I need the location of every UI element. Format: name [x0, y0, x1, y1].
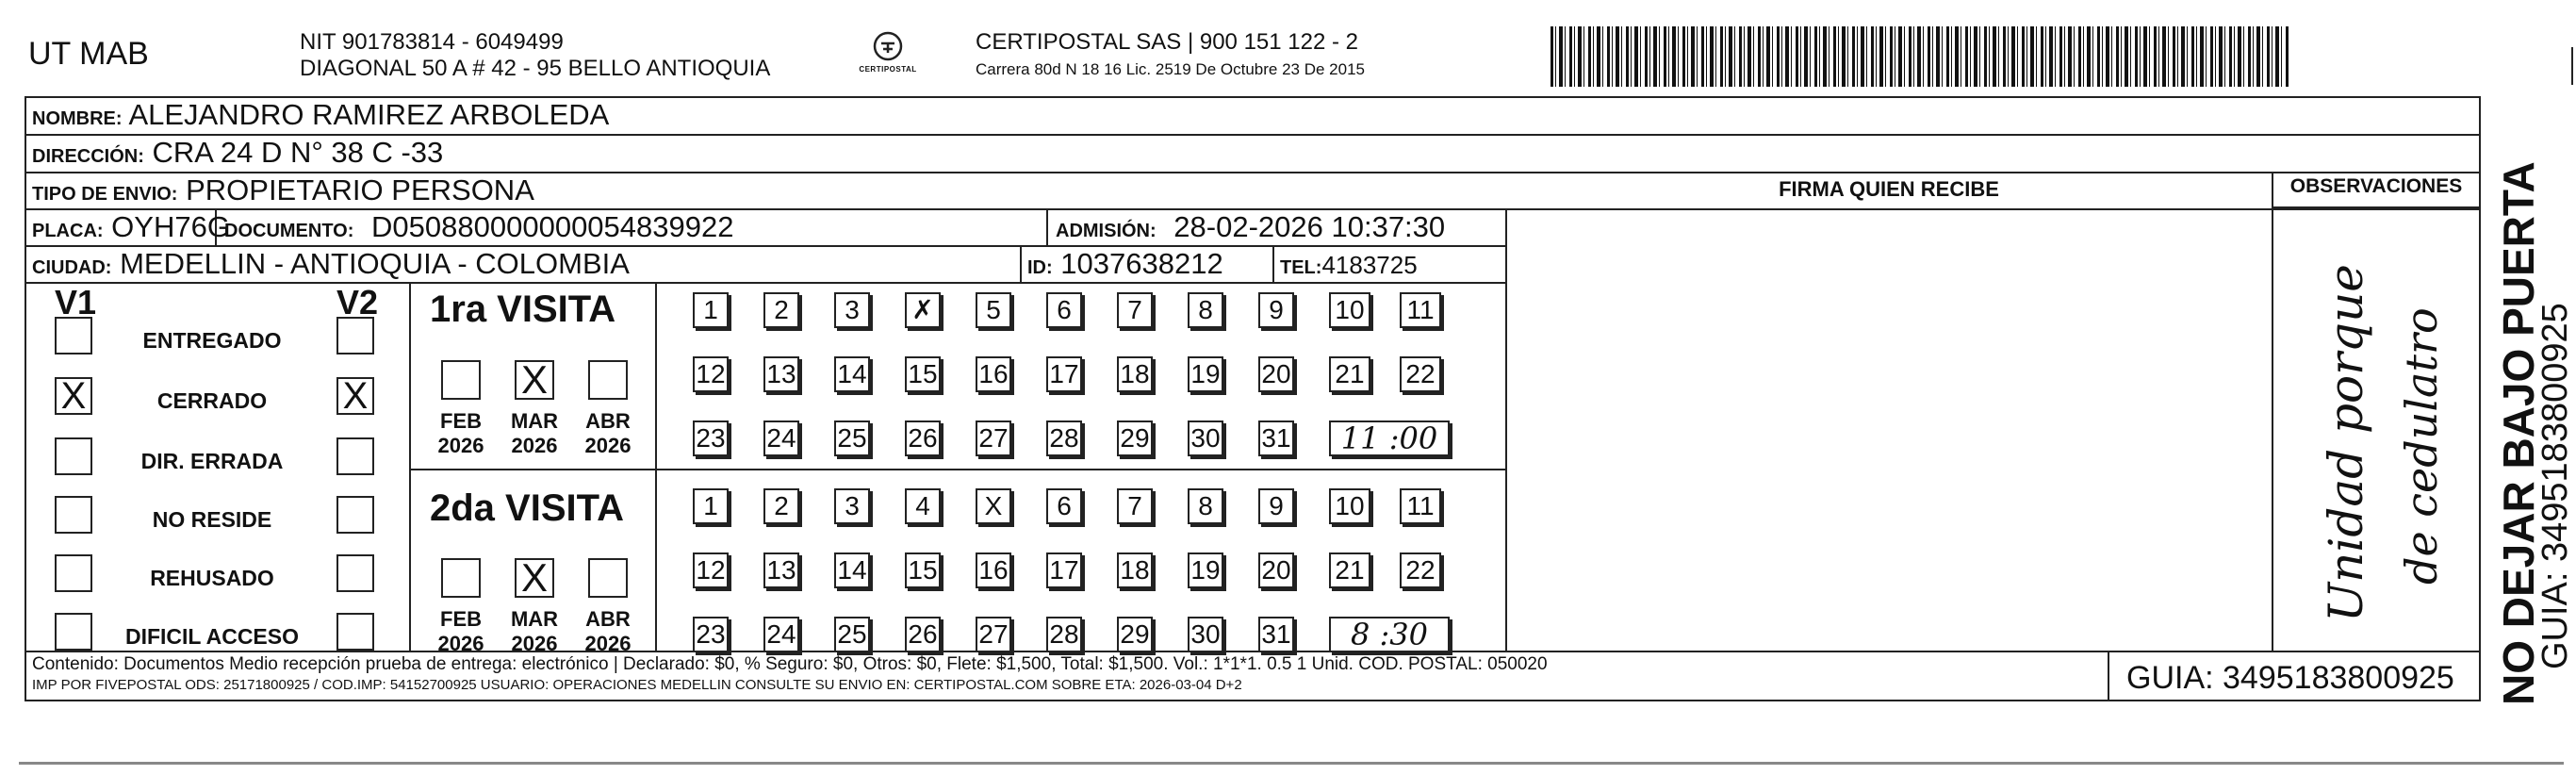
footer-divider — [25, 651, 2481, 652]
month-year: 2026 — [584, 632, 632, 655]
status-label: ENTREGADO — [142, 328, 282, 353]
day-box[interactable]: 9 — [1258, 488, 1294, 524]
day-box[interactable]: 7 — [1117, 292, 1153, 328]
no-dejar-warning: NO DEJAR BAJO PUERTA — [2494, 161, 2543, 705]
day-box[interactable]: 25 — [834, 420, 870, 456]
time-box[interactable]: 11 :00 — [1329, 420, 1450, 456]
day-box[interactable]: 13 — [763, 356, 799, 392]
barcode — [1551, 26, 2290, 87]
month-year: 2026 — [437, 434, 484, 457]
month-name: MAR — [510, 607, 559, 631]
tel-value: 4183725 — [1321, 251, 1418, 279]
ciudad-value: MEDELLIN - ANTIOQUIA - COLOMBIA — [120, 247, 630, 280]
observaciones-header: OBSERVACIONES — [2289, 175, 2463, 197]
status-v1-checkbox[interactable] — [55, 613, 92, 651]
day-box[interactable]: 26 — [905, 617, 941, 652]
month-year: 2026 — [437, 632, 484, 655]
day-box[interactable]: 21 — [1329, 552, 1370, 588]
obs-handwriting-2: de cedulatro — [2396, 307, 2447, 585]
day-box[interactable]: 4 — [905, 488, 941, 524]
day-box[interactable]: 28 — [1046, 420, 1082, 456]
day-box[interactable]: 19 — [1188, 552, 1223, 588]
month-name: MAR — [510, 409, 559, 433]
status-v1-checkbox[interactable]: X — [55, 377, 92, 415]
company-address: DIAGONAL 50 A # 42 - 95 BELLO ANTIOQUIA — [300, 56, 771, 81]
day-box[interactable]: 13 — [763, 552, 799, 588]
ciudad-label: CIUDAD: — [32, 257, 112, 278]
status-v2-checkbox[interactable] — [336, 437, 374, 475]
tel-row — [1280, 247, 1418, 285]
day-box[interactable]: 23 — [693, 420, 729, 456]
day-box[interactable]: 25 — [834, 617, 870, 652]
day-box[interactable]: 5 — [976, 292, 1011, 328]
day-box[interactable]: 9 — [1258, 292, 1294, 328]
status-v1-checkbox[interactable] — [55, 437, 92, 475]
day-box[interactable]: 3 — [834, 488, 870, 524]
month-year: 2026 — [511, 632, 558, 655]
day-box[interactable]: 8 — [1188, 488, 1223, 524]
tipo-label: TIPO DE ENVIO: — [32, 184, 178, 205]
day-box[interactable]: 16 — [976, 356, 1011, 392]
day-box[interactable]: 17 — [1046, 356, 1082, 392]
day-box[interactable]: 11 — [1400, 488, 1441, 524]
status-label: DIR. ERRADA — [140, 449, 284, 473]
placa-row — [32, 210, 230, 248]
day-box[interactable]: ✗ — [905, 292, 941, 328]
day-box[interactable]: 14 — [834, 356, 870, 392]
nombre-value: ALEJANDRO RAMIREZ ARBOLEDA — [128, 98, 610, 131]
documento-label: DOCUMENTO: — [224, 221, 354, 241]
day-box[interactable]: 30 — [1188, 617, 1223, 652]
day-box[interactable]: 19 — [1188, 356, 1223, 392]
day-box[interactable]: 26 — [905, 420, 941, 456]
day-box[interactable]: 7 — [1117, 488, 1153, 524]
day-box[interactable]: 15 — [905, 356, 941, 392]
id-row — [1027, 247, 1223, 285]
nit-text: NIT 901783814 - 6049499 — [300, 29, 564, 55]
documento-row — [224, 210, 733, 248]
day-box[interactable]: 31 — [1258, 617, 1294, 652]
v1-label: V1 — [55, 283, 97, 322]
firma-header: FIRMA QUIEN RECIBE — [1779, 177, 1999, 201]
admision-row — [1056, 210, 1445, 248]
id-divider — [1020, 245, 1022, 282]
day-box[interactable]: 18 — [1117, 552, 1153, 588]
direccion-row — [32, 136, 443, 173]
status-label: DIFICIL ACCESO — [124, 624, 299, 649]
day-box[interactable]: 15 — [905, 552, 941, 588]
month-label — [501, 409, 567, 458]
month-checkbox[interactable] — [441, 360, 481, 400]
month-name: FEB — [440, 607, 482, 631]
nombre-label: NOMBRE: — [32, 108, 123, 129]
tipo-value: PROPIETARIO PERSONA — [186, 173, 534, 206]
firma-col-divider — [1505, 208, 1507, 651]
certipostal-logo-icon — [872, 30, 904, 62]
day-box[interactable]: 20 — [1258, 552, 1294, 588]
day-box[interactable]: 22 — [1400, 356, 1441, 392]
day-box[interactable]: 18 — [1117, 356, 1153, 392]
tel-divider — [1272, 245, 1274, 282]
tipo-row — [32, 173, 534, 211]
side-guia: GUIA: 3495183800925 — [2535, 303, 2575, 669]
month-label — [501, 607, 567, 656]
visit-divider — [409, 469, 1506, 470]
day-box[interactable]: 21 — [1329, 356, 1370, 392]
month-checkbox[interactable]: X — [515, 558, 554, 598]
month-label — [428, 607, 494, 656]
day-box[interactable]: 1 — [693, 292, 729, 328]
month-name: ABR — [585, 409, 631, 433]
status-v1-checkbox[interactable] — [55, 496, 92, 534]
day-box[interactable]: 10 — [1329, 488, 1370, 524]
logo-caption: CERTIPOSTAL — [859, 65, 917, 74]
right-edge-mark — [2571, 47, 2573, 85]
placa-value: OYH76G — [111, 210, 230, 243]
day-box[interactable]: 31 — [1258, 420, 1294, 456]
month-checkbox[interactable] — [588, 558, 628, 598]
day-box[interactable]: 23 — [693, 617, 729, 652]
day-box[interactable]: 29 — [1117, 420, 1153, 456]
id-value: 1037638212 — [1060, 247, 1223, 280]
status-label: NO RESIDE — [152, 507, 272, 532]
status-v2-checkbox[interactable] — [336, 613, 374, 651]
status-v2-checkbox[interactable] — [336, 496, 374, 534]
month-col-divider — [655, 282, 657, 651]
day-box[interactable]: 8 — [1188, 292, 1223, 328]
footer-print-info: IMP POR FIVEPOSTAL ODS: 25171800925 / COD.IMP: 54152700925 USUARIO: OPERACIONES MEDELLIN CONSULTE SU ENVIO EN: CERTIPOSTAL.COM SOBRE ETA: 2026-03-04 D+2 — [32, 677, 1242, 693]
admision-divider — [1046, 208, 1048, 245]
month-name: ABR — [585, 607, 631, 631]
status-v1-checkbox[interactable] — [55, 554, 92, 592]
certipostal-info: CERTIPOSTAL SAS | 900 151 122 - 2 — [976, 29, 1358, 55]
day-box[interactable]: X — [976, 488, 1011, 524]
month-label — [575, 409, 641, 458]
documento-value: D050880000000054839922 — [371, 210, 734, 243]
day-box[interactable]: 17 — [1046, 552, 1082, 588]
day-box[interactable]: 6 — [1046, 488, 1082, 524]
day-box[interactable]: 12 — [693, 552, 729, 588]
day-box[interactable]: 27 — [976, 420, 1011, 456]
status-v2-checkbox[interactable] — [336, 554, 374, 592]
status-col-divider — [409, 282, 411, 651]
day-box[interactable]: 27 — [976, 617, 1011, 652]
day-box[interactable]: 3 — [834, 292, 870, 328]
ciudad-row — [32, 247, 630, 285]
day-box[interactable]: 28 — [1046, 617, 1082, 652]
status-v2-checkbox[interactable]: X — [336, 377, 374, 415]
direccion-label: DIRECCIÓN: — [32, 146, 144, 167]
status-label: REHUSADO — [150, 566, 274, 590]
company-name: UT MAB — [28, 36, 149, 72]
day-box[interactable]: 12 — [693, 356, 729, 392]
day-box[interactable]: 24 — [763, 420, 799, 456]
day-box[interactable]: 30 — [1188, 420, 1223, 456]
footer-guia: GUIA: 3495183800925 — [2126, 660, 2454, 696]
status-v2-checkbox[interactable] — [336, 317, 374, 355]
certipostal-license: Carrera 80d N 18 16 Lic. 2519 De Octubre 23 De 2015 — [976, 60, 1365, 78]
certipostal-logo — [858, 30, 918, 87]
obs-handwriting-1: Unidad porque — [2319, 264, 2373, 622]
visit1-title: 1ra VISITA — [430, 289, 616, 330]
month-label — [575, 607, 641, 656]
day-box[interactable]: 29 — [1117, 617, 1153, 652]
status-v1-checkbox[interactable] — [55, 317, 92, 355]
status-label: CERRADO — [156, 388, 268, 413]
day-box[interactable]: 2 — [763, 292, 799, 328]
day-box[interactable]: 22 — [1400, 552, 1441, 588]
month-checkbox[interactable] — [441, 558, 481, 598]
day-box[interactable]: 16 — [976, 552, 1011, 588]
month-label — [428, 409, 494, 458]
admision-value: 28-02-2026 10:37:30 — [1173, 210, 1446, 243]
bottom-edge-mark — [19, 762, 2564, 765]
day-box[interactable]: 1 — [693, 488, 729, 524]
nombre-row — [32, 98, 609, 136]
id-label: ID: — [1027, 257, 1053, 278]
month-year: 2026 — [584, 434, 632, 457]
visit2-title: 2da VISITA — [430, 487, 624, 529]
placa-label: PLACA: — [32, 221, 104, 241]
direccion-value: CRA 24 D N° 38 C -33 — [152, 136, 444, 169]
time-box[interactable]: 8 :30 — [1329, 617, 1450, 652]
tel-label: TEL: — [1280, 257, 1322, 278]
admision-label: ADMISIÓN: — [1056, 221, 1157, 241]
month-name: FEB — [440, 409, 482, 433]
obs-col-divider — [2272, 172, 2273, 651]
day-box[interactable]: 14 — [834, 552, 870, 588]
v2-label: V2 — [336, 283, 379, 322]
month-checkbox[interactable] — [588, 360, 628, 400]
day-box[interactable]: 2 — [763, 488, 799, 524]
month-year: 2026 — [511, 434, 558, 457]
day-box[interactable]: 20 — [1258, 356, 1294, 392]
day-box[interactable]: 24 — [763, 617, 799, 652]
obs-header-underline — [2273, 206, 2479, 208]
day-box[interactable]: 11 — [1400, 292, 1441, 328]
guia-box-divider — [2108, 651, 2109, 701]
day-box[interactable]: 10 — [1329, 292, 1370, 328]
footer-content: Contenido: Documentos Medio recepción prueba de entrega: electrónico | Declarado: $0, % Seguro: $0, Otros: $0, Flete: $1,500, Total: $1,500. Vol.: 1*1*1. 0.5 1 Unid. COD. POSTAL: 050020 — [32, 654, 1548, 674]
month-checkbox[interactable]: X — [515, 360, 554, 400]
day-box[interactable]: 6 — [1046, 292, 1082, 328]
